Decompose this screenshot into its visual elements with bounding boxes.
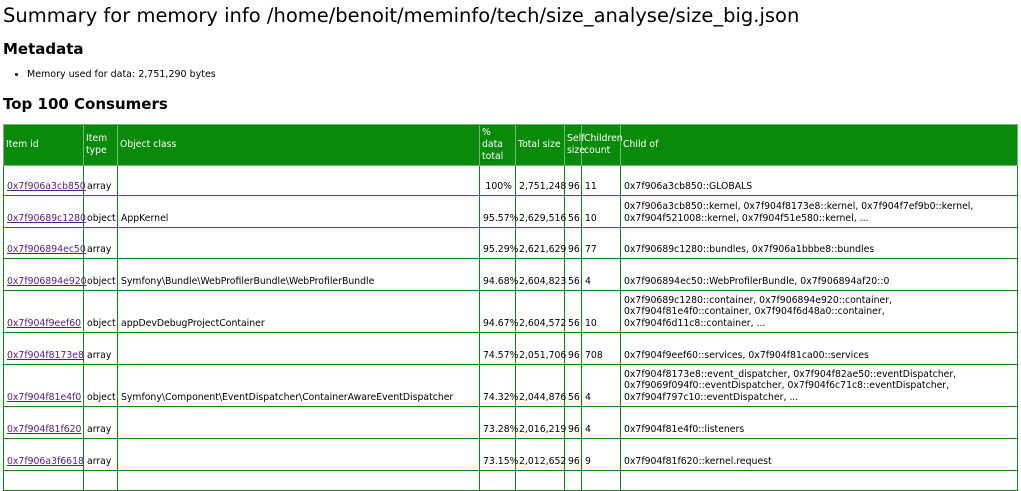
- child-of-cell: 0x7f904f81e4f0::listeners: [621, 407, 1018, 439]
- item-id-cell: [4, 407, 84, 439]
- item-id-cell: [4, 365, 84, 407]
- col-header-item-type: Item type: [84, 125, 118, 166]
- total-size-cell: 2,629,516: [516, 196, 565, 228]
- empty-cell: [582, 471, 621, 491]
- child-of-cell: 0x7f904f81f620::kernel.request: [621, 439, 1018, 471]
- pct-total-cell: 74.32%: [480, 365, 516, 407]
- table-row: [4, 196, 1018, 228]
- child-of-cell: 0x7f906a3cb850::kernel, 0x7f904f8173e8::kernel, 0x7f904f7ef9b0::kernel, 0x7f904f521008::kernel, 0x7f904f51e580::kernel, ...: [621, 196, 1018, 228]
- table-row: [4, 228, 1018, 259]
- self-size-cell: 96: [565, 333, 582, 365]
- children-count-cell: 4: [582, 365, 621, 407]
- self-size-cell: 96: [565, 407, 582, 439]
- child-of-cell: 0x7f904f8173e8::event_dispatcher, 0x7f904f82ae50::eventDispatcher, 0x7f9069f094f0::eventDispatcher, 0x7f904f6c71c8::eventDispatcher, 0x7f904f797c10::eventDispatcher, ...: [621, 365, 1018, 407]
- item-id-cell: [4, 196, 84, 228]
- object-class-cell: AppKernel: [118, 196, 480, 228]
- total-size-cell: 2,044,876: [516, 365, 565, 407]
- col-header-object-class: Object class: [118, 125, 480, 166]
- pct-total-cell: 95.29%: [480, 228, 516, 259]
- col-header-children-count: Children count: [582, 125, 621, 166]
- item-id-link[interactable]: 0x7f904f9eef60: [7, 317, 82, 329]
- object-class-cell: [118, 166, 480, 196]
- children-count-cell: 4: [582, 407, 621, 439]
- pct-total-cell: 94.67%: [480, 291, 516, 333]
- item-id-link[interactable]: 0x7f90689c1280: [7, 212, 86, 224]
- children-count-cell: 77: [582, 228, 621, 259]
- item-type-cell: object: [84, 196, 118, 228]
- item-id-link[interactable]: 0x7f906894e920: [7, 275, 87, 287]
- child-of-cell: 0x7f906a3cb850::GLOBALS: [621, 166, 1018, 196]
- item-id-cell: [4, 166, 84, 196]
- empty-cell: [118, 471, 480, 491]
- item-id-cell: [4, 259, 87, 291]
- item-id-cell: [4, 333, 84, 365]
- empty-cell: [84, 471, 118, 491]
- col-header-total-size: Total size: [516, 125, 565, 166]
- child-of-cell: 0x7f90689c1280::container, 0x7f906894e920::container, 0x7f904f81e4f0::container, 0x7f904f6d48a0::container, 0x7f904f6d11c8::container, ...: [621, 291, 1018, 333]
- self-size-cell: 56: [565, 196, 582, 228]
- object-class-cell: Symfony\Bundle\WebProfilerBundle\WebProfilerBundle: [118, 259, 480, 291]
- table-row: [4, 439, 1018, 471]
- consumers-heading: Top 100 Consumers: [3, 95, 168, 113]
- self-size-cell: 56: [565, 259, 582, 291]
- item-type-cell: array: [84, 333, 118, 365]
- pct-total-cell: 95.57%: [480, 196, 516, 228]
- item-type-cell: object: [84, 365, 118, 407]
- col-header-item-id: Item id: [4, 125, 84, 166]
- self-size-cell: 96: [565, 166, 582, 196]
- metadata-list: [0, 68, 216, 82]
- total-size-cell: 2,621,629: [516, 228, 565, 259]
- children-count-cell: 708: [582, 333, 621, 365]
- item-id-link[interactable]: 0x7f904f8173e8: [7, 349, 84, 361]
- self-size-cell: 56: [565, 365, 582, 407]
- item-id-cell: [4, 439, 84, 471]
- child-of-cell: 0x7f904f9eef60::services, 0x7f904f81ca00::services: [621, 333, 1018, 365]
- consumers-table: [3, 124, 1018, 491]
- col-header-child-of: Child of: [621, 125, 1018, 166]
- item-type-cell: array: [84, 166, 118, 196]
- table-row: [4, 259, 1018, 291]
- table-row: [4, 291, 1018, 333]
- self-size-cell: 96: [565, 439, 582, 471]
- item-id-link[interactable]: 0x7f906a3cb850: [7, 180, 86, 192]
- item-type-cell: object: [84, 291, 118, 333]
- pct-total-cell: 73.15%: [480, 439, 516, 471]
- item-type-cell: array: [84, 228, 118, 259]
- pct-total-cell: 73.28%: [480, 407, 516, 439]
- empty-cell: [4, 471, 84, 491]
- child-of-cell: 0x7f90689c1280::bundles, 0x7f906a1bbbe8::bundles: [621, 228, 1018, 259]
- table-row: [4, 333, 1018, 365]
- object-class-cell: Symfony\Component\EventDispatcher\ContainerAwareEventDispatcher: [118, 365, 480, 407]
- total-size-cell: 2,051,706: [516, 333, 565, 365]
- empty-cell: [621, 471, 1018, 491]
- children-count-cell: 4: [582, 259, 621, 291]
- item-id-link[interactable]: 0x7f906a3f6618: [7, 455, 84, 467]
- children-count-cell: 10: [582, 291, 621, 333]
- total-size-cell: 2,016,219: [516, 407, 565, 439]
- total-size-cell: 2,604,823: [516, 259, 565, 291]
- children-count-cell: 9: [582, 439, 621, 471]
- child-of-cell: 0x7f906894ec50::WebProfilerBundle, 0x7f906894af20::0: [621, 259, 1018, 291]
- self-size-cell: 56: [565, 291, 582, 333]
- empty-cell: [516, 471, 565, 491]
- item-type-cell: object: [84, 259, 118, 291]
- total-size-cell: 2,012,652: [516, 439, 565, 471]
- object-class-cell: appDevDebugProjectContainer: [118, 291, 480, 333]
- metadata-item: • Memory used for data: 2,751,290 bytes: [27, 68, 216, 82]
- metadata-heading: Metadata: [3, 40, 84, 58]
- pct-total-cell: 94.68%: [480, 259, 516, 291]
- item-id-cell: [4, 228, 84, 259]
- table-row: [4, 166, 1018, 196]
- table-row-partial: [4, 471, 1018, 491]
- pct-total-cell: 100%: [480, 166, 516, 196]
- total-size-cell: 2,604,572: [516, 291, 565, 333]
- empty-cell: [480, 471, 516, 491]
- item-id-cell: [4, 291, 84, 333]
- object-class-cell: [118, 333, 480, 365]
- self-size-cell: 96: [565, 228, 582, 259]
- page-title: Summary for memory info /home/benoit/meminfo/tech/size_analyse/size_big.json: [3, 4, 800, 27]
- total-size-cell: 2,751,248: [516, 166, 565, 196]
- item-id-link[interactable]: 0x7f906894ec50: [7, 243, 86, 255]
- col-header-pct-total: % data total: [480, 125, 516, 166]
- object-class-cell: [118, 228, 480, 259]
- pct-total-cell: 74.57%: [480, 333, 516, 365]
- children-count-cell: 11: [582, 166, 621, 196]
- table-row: [4, 407, 1018, 439]
- item-type-cell: array: [84, 439, 118, 471]
- children-count-cell: 10: [582, 196, 621, 228]
- item-id-link[interactable]: 0x7f904f81e4f0: [7, 391, 82, 403]
- table-header-row: [4, 125, 1018, 166]
- object-class-cell: [118, 439, 480, 471]
- col-header-self-size: Self size: [565, 125, 582, 166]
- item-type-cell: array: [84, 407, 118, 439]
- empty-cell: [565, 471, 582, 491]
- item-id-link[interactable]: 0x7f904f81f620: [7, 423, 82, 435]
- object-class-cell: [118, 407, 480, 439]
- table-row: [4, 365, 1018, 407]
